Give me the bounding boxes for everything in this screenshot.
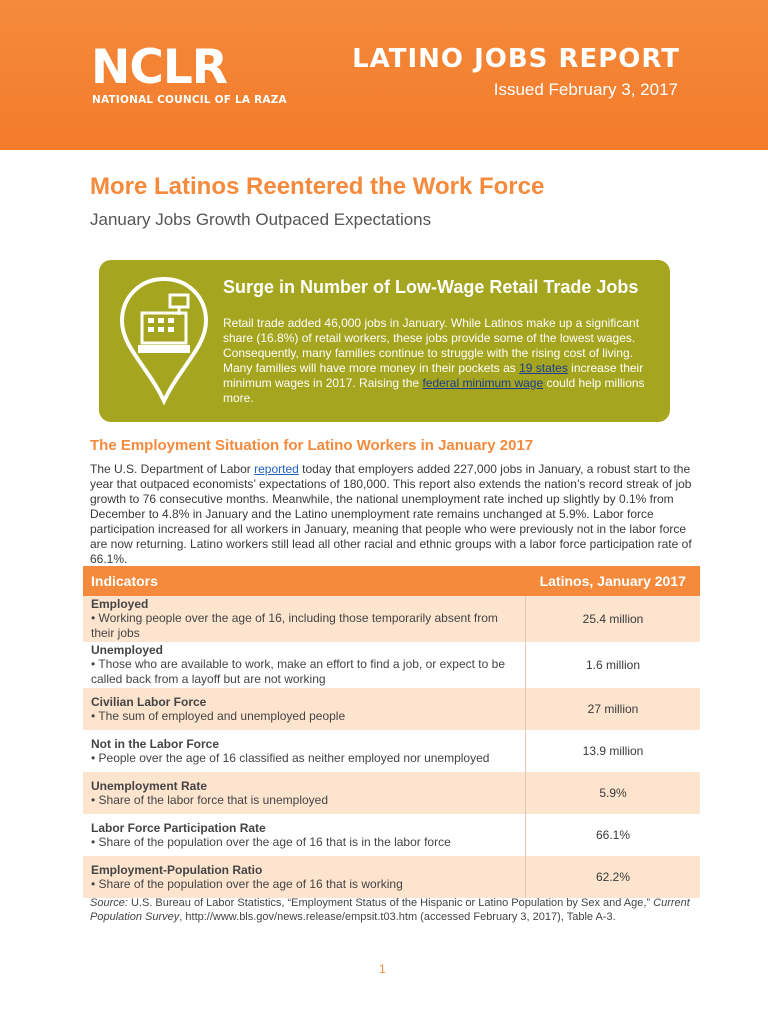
- reported-link[interactable]: reported: [254, 462, 299, 476]
- source-text: U.S. Bureau of Labor Statistics, “Employment Status of the Hispanic or Latino Population by Sex and Age,”: [127, 897, 654, 909]
- indicator-name: Unemployment Rate: [91, 778, 208, 793]
- indicator-name: Civilian Labor Force: [91, 694, 207, 709]
- federal-minimum-wage-link[interactable]: federal minimum wage: [422, 376, 544, 390]
- column-header-indicators: Indicators: [83, 566, 526, 596]
- callout-title: Surge in Number of Low-Wage Retail Trade Jobs: [223, 277, 639, 297]
- callout-text: Retail trade added 46,000 jobs in January. While Latinos make up a significant share (16.8%) of retail workers, these jobs provide some of the lowest wages. Consequently, many families continue to struggle with the rising cost of living. Many families will have more money in their pockets as: [223, 316, 640, 375]
- indicator-name: Unemployed: [91, 643, 164, 657]
- column-header-latinos: Latinos, January 2017: [526, 566, 701, 596]
- issue-date: Issued February 3, 2017: [493, 80, 678, 99]
- indicator-description: • The sum of employed and unemployed people: [91, 708, 346, 723]
- indicator-value: 62.2%: [526, 856, 701, 898]
- table-row: [83, 730, 700, 772]
- indicator-name: Employed: [91, 597, 149, 611]
- indicator-value: 5.9%: [526, 772, 701, 814]
- indicator-value: 25.4 million: [526, 596, 701, 642]
- intro-text: today that employers added 227,000 jobs in January, a robust start to the year that outpaced economists’ expectations of 180,000. This report also extends the nation’s record streak of job growth to 76 consecutive months. Meanwhile, the national unemployment rate inched up slightly by 0.1% from December to 4.8% in January and the Latino unemployment rate remains unchanged at 5.9%. Labor force participation increased for all workers in January, meaning that people who were previously not in the labor force are now returning. Latino workers still lead all other racial and ethnic groups with a labor force participation rate of 66.1%.: [90, 462, 692, 566]
- logo-subtitle: NATIONAL COUNCIL OF LA RAZA: [92, 94, 287, 106]
- indicator-value: 13.9 million: [526, 730, 701, 772]
- states-link[interactable]: 19 states: [519, 361, 568, 375]
- callout-body: [223, 316, 663, 406]
- article-subtitle: January Jobs Growth Outpaced Expectations: [90, 210, 432, 229]
- table-row: [83, 642, 700, 688]
- indicator-description: • Share of the population over the age of 16 that is in the labor force: [91, 834, 451, 849]
- table-row: [83, 814, 700, 856]
- indicator-name: Not in the Labor Force: [91, 736, 220, 751]
- indicator-value: 1.6 million: [526, 642, 701, 688]
- nclr-logo: NCLR: [91, 40, 227, 95]
- table-row: [83, 596, 700, 642]
- indicator-description: • Share of the population over the age of 16 that is working: [91, 876, 403, 891]
- cash-register-pin-icon: [118, 275, 210, 405]
- article-title: More Latinos Reentered the Work Force: [90, 173, 545, 200]
- indicators-table: [83, 566, 700, 898]
- source-label: Source:: [90, 897, 128, 909]
- table-row: [83, 856, 700, 898]
- indicator-description: • Those who are available to work, make an effort to find a job, or expect to be called back from a layoff but are not working: [91, 657, 505, 686]
- report-header: [0, 0, 768, 150]
- indicator-description: • People over the age of 16 classified as neither employed nor unemployed: [91, 750, 490, 765]
- report-title: LATINO JOBS REPORT: [352, 44, 680, 74]
- indicator-description: • Share of the labor force that is unemployed: [91, 792, 329, 807]
- source-publication: Current Population Survey: [90, 897, 690, 923]
- indicator-description: • Working people over the age of 16, including those temporarily absent from their jobs: [91, 611, 498, 640]
- table-row: [83, 688, 700, 730]
- indicator-name: Employment-Population Ratio: [91, 862, 263, 877]
- table-row: [83, 772, 700, 814]
- callout-text: increase their minimum wages in 2017. Raising the: [223, 361, 644, 390]
- intro-text: The U.S. Department of Labor: [90, 462, 255, 476]
- source-text: , http://www.bls.gov/news.release/empsit.t03.htm (accessed February 3, 2017), Table A-3.: [179, 911, 616, 923]
- section-title: The Employment Situation for Latino Workers in January 2017: [90, 437, 534, 454]
- intro-paragraph: [90, 462, 700, 567]
- indicator-value: 27 million: [526, 688, 701, 730]
- callout-text: could help millions more.: [223, 376, 645, 405]
- indicator-value: 66.1%: [526, 814, 701, 856]
- indicator-name: Labor Force Participation Rate: [91, 820, 266, 835]
- source-note: [90, 896, 700, 924]
- page-number: 1: [379, 962, 386, 976]
